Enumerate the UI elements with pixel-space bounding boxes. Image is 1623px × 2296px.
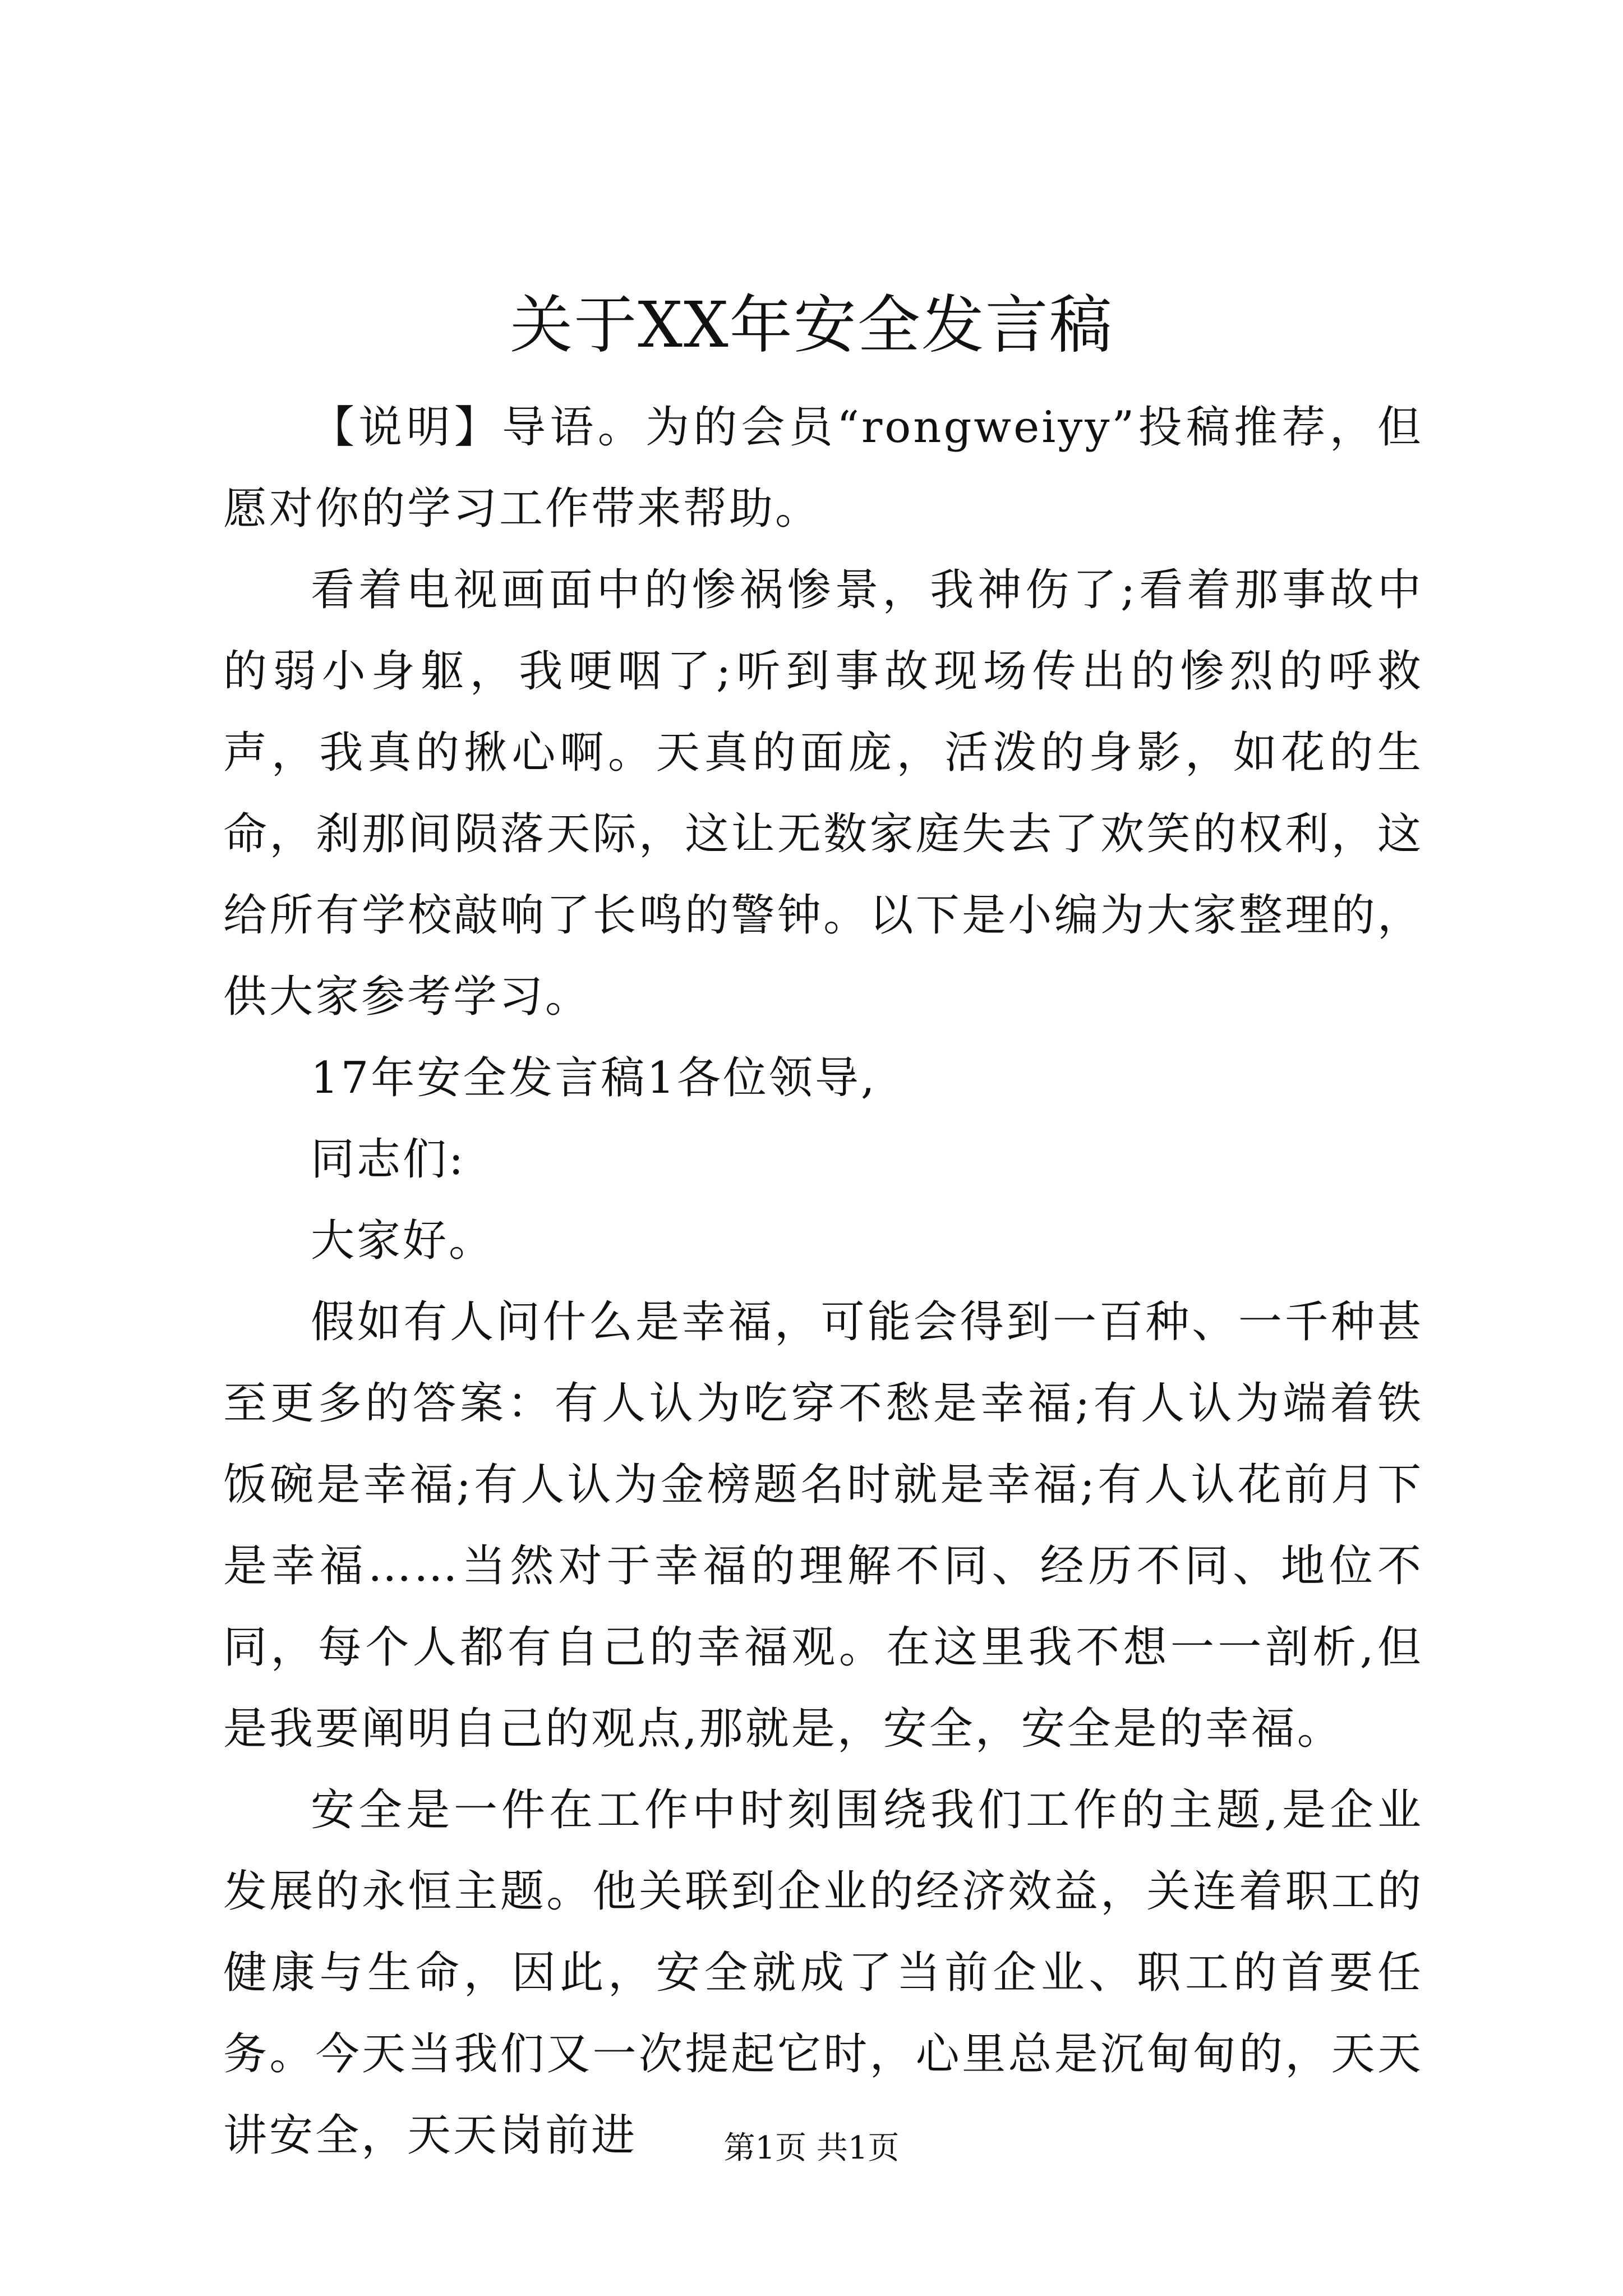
paragraph-intro: 【说明】导语。为的会员“rongweiyy”投稿推荐，但愿对你的学习工作带来帮助。 — [223, 402, 1423, 534]
paragraph-salutation: 同志们: — [311, 1134, 466, 1185]
document-body — [223, 387, 1423, 2177]
paragraph-happiness: 假如有人问什么是幸福，可能会得到一百种、一千种甚至更多的答案：有人认为吃穿不愁是幸福;有人认为端着铁饭碗是幸福;有人认为金榜题名时就是幸福;有人认花前月下是幸福……当然对于幸福的理解不同、经历不同、地位不同，每个人都有自己的幸福观。在这里我不想一一剖析,但是我要阐明自己的观点,那就是，安全，安全是的幸福。 — [223, 1297, 1423, 1754]
paragraph-greeting: 大家好。 — [311, 1216, 495, 1266]
document-title: 关于XX年安全发言稿 — [510, 289, 1113, 362]
page-footer: 第1页 共1页 — [723, 2130, 900, 2166]
paragraph-speech-heading: 17年安全发言稿1各位领导, — [311, 1053, 877, 1103]
paragraph-safety-theme: 安全是一件在工作中时刻围绕我们工作的主题,是企业发展的永恒主题。他关联到企业的经济效益，关连着职工的健康与生命，因此，安全就成了当前企业、职工的首要任务。今天当我们又一次提起它时，心里总是沉甸甸的，天天讲安全，天天岗前进 — [223, 1785, 1423, 2161]
paragraph-tv-scene: 看着电视画面中的惨祸惨景，我神伤了;看着那事故中的弱小身躯，我哽咽了;听到事故现场传出的惨烈的呼救声，我真的揪心啊。天真的面庞，活泼的身影，如花的生命，刹那间陨落天际，这让无数家庭失去了欢笑的权利，这给所有学校敲响了长鸣的警钟。以下是小编为大家整理的，供大家参考学习。 — [223, 565, 1423, 1022]
